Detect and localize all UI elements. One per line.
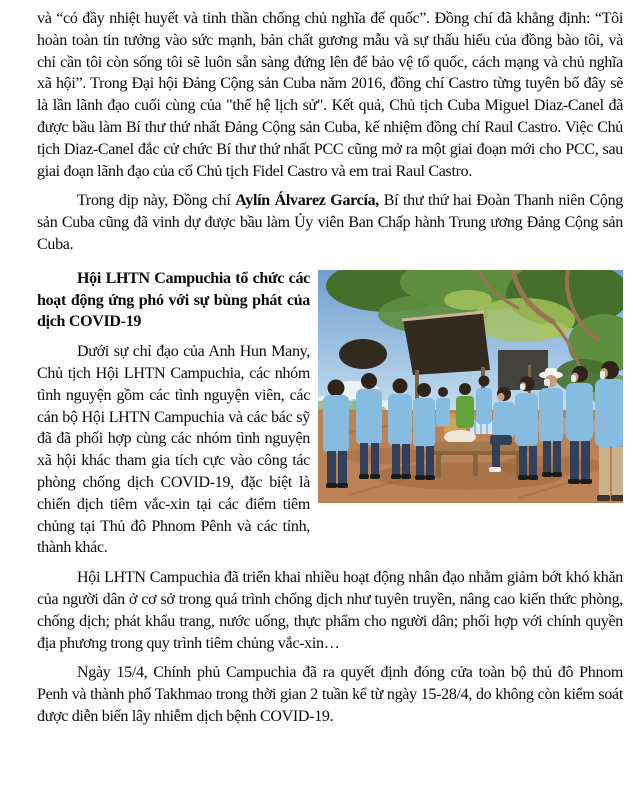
news-photo (318, 270, 623, 503)
paragraph-cuba-election-suffix: Bí thư thứ hai Đoàn Thanh niên Cộng sản Cuba cũng đã vinh dự được bầu làm Ủy viên Ban Chấp hành Trung ương Đảng Cộng sản Cuba. (37, 192, 624, 253)
paragraph-cuba-election (37, 190, 623, 255)
paragraph-campuchia-lockdown: Ngày 15/4, Chính phủ Campuchia đã ra quyết định đóng cửa toàn bộ thủ đô Phnom Penh và thành phố Takhmao trong thời gian 2 tuần kể từ ngày 15-28/4, do không còn kiểm soát được diễn biến lây nhiễm dịch bệnh COVID-19. (37, 664, 623, 725)
section-heading-campuchia: Hội LHTN Campuchia tổ chức các hoạt động ứng phó với sự bùng phát của dịch COVID-19 (37, 269, 310, 331)
paragraph-cuba-continuation: và “có đầy nhiệt huyết và tinh thần chống chủ nghĩa đế quốc”. Đồng chí đã khẳng định: “Tôi hoàn toàn tin tưởng vào sức mạnh, bản chất gương mẫu và sự thấu hiểu của đồng bào tôi, và chỉ cần tôi còn sống tôi sẽ luôn sẵn sàng đứng lên để bảo vệ tổ quốc, cách mạng và chủ nghĩa xã hội”. Trong Đại hội Đảng Cộng sản Cuba năm 2016, đồng chí Castro từng tuyên bố đây sẽ là lần lãnh đạo cuối cùng của "thế hệ lịch sử". Kết quả, Chủ tịch Cuba Miguel Diaz-Canel đã được bầu làm Bí thư thứ nhất Đảng Cộng sản Cuba, kế nhiệm đồng chí Raul Castro. Việc Chủ tịch Diaz-Canel đắc cử chức Bí thư thứ nhất PCC cũng mở ra một giai đoạn mới cho PCC, sau giai đoạn lãnh đạo của cố Chủ tịch Fidel Castro và em trai Raul Castro. (37, 10, 623, 180)
paragraph-cuba-election-prefix: Trong dịp này, Đồng chí (77, 192, 236, 210)
dark-tarp-dome (339, 339, 387, 369)
section-campuchia (37, 268, 623, 728)
volunteers-photo-illustration (318, 270, 623, 503)
person-name-bold: Aylín Álvarez García, (235, 192, 380, 210)
volunteers-left (323, 373, 435, 488)
paragraph-campuchia-activities: Dưới sự chỉ đạo của Anh Hun Many, Chủ tịch Hội LHTN Campuchia, các nhóm tình nguyện gồm các tình nguyện viên, các cán bộ Hội LHTN Campuchia và các bác sỹ đã đã phối hợp cùng các nhóm tình nguyện xã hội khác tham gia tích cực vào công tác phòng chống dịch COVID-19, đặc biệt là chiến dịch tiêm vắc-xin tại các điểm tiêm chủng tại Thủ đô Phnom Pênh và các tỉnh, thành khác. (37, 343, 310, 557)
paragraph-campuchia-humanitarian: Hội LHTN Campuchia đã triển khai nhiều hoạt động nhân đạo nhằm giảm bớt khó khăn của người dân ở cơ sở trong quá trình chống dịch như tuyên truyền, nâng cao kiến thức phòng, chống dịch; phát khẩu trang, nước uống, thực phẩm cho người dân; phối hợp với chính quyền địa phương trong quy trình tiêm chủng vắc-xin… (37, 569, 623, 652)
